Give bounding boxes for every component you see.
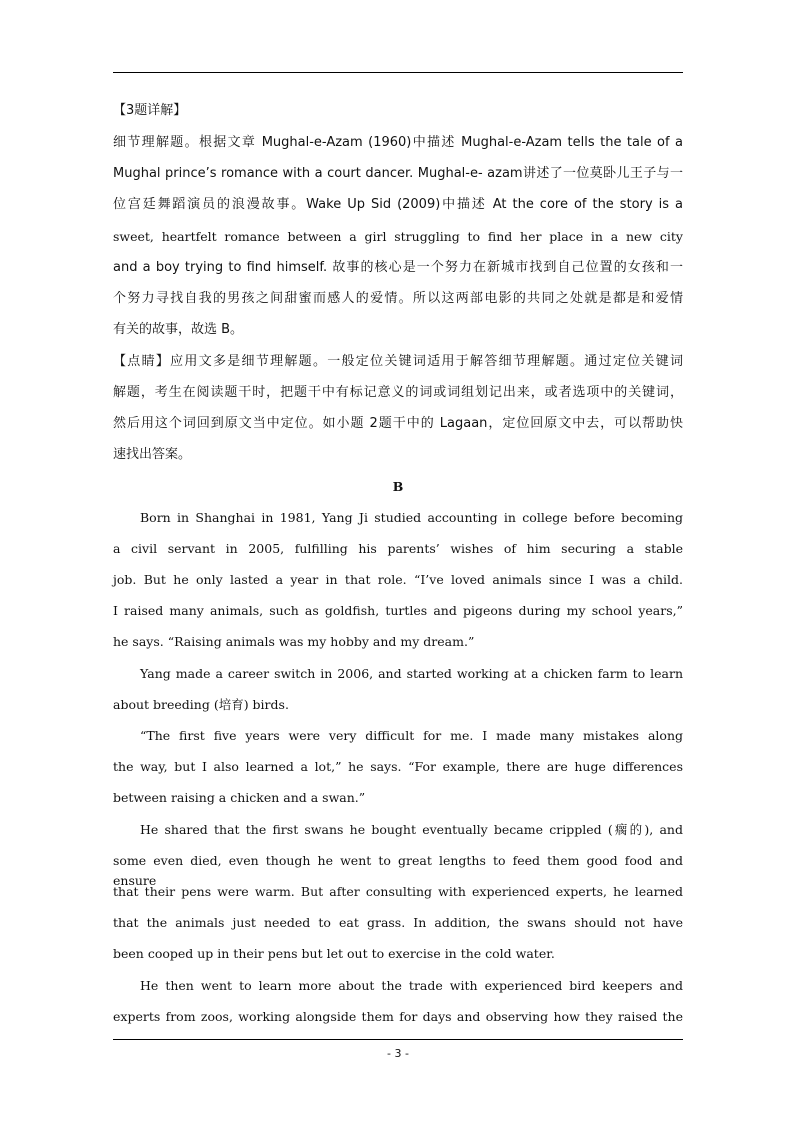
page-number: - 3 -: [387, 1047, 409, 1060]
paragraph-line: 有关的故事，故选 B。: [113, 322, 244, 337]
paragraph-line: 细节理解题。根据文章 Mughal-e-Azam (1960)中描述 Mughal-e-Azam tells the tale of a: [113, 135, 683, 150]
passage-line: about breeding (培育) birds.: [113, 697, 289, 712]
passage-line: between raising a chicken and a swan.”: [113, 790, 366, 805]
passage-line: He shared that the first swans he bought eventually became crippled (瘸的), and: [140, 822, 683, 837]
paragraph-line: and a boy trying to find himself. 故事的核心是一个努力在新城市找到自己位置的女孩和一: [113, 260, 683, 275]
passage-title: B: [392, 479, 404, 494]
passage-line: job. But he only lasted a year in that role. “I’ve loved animals since I was a child.: [113, 572, 683, 587]
tip-line: 【点睛】应用文多是细节理解题。一般定位关键词适用于解答细节理解题。通过定位关键词: [113, 354, 683, 369]
passage-line: been cooped up in their pens but let out to exercise in the cold water.: [113, 946, 555, 961]
paragraph-line: 位宫廷舞蹈演员的浪漫故事。Wake Up Sid (2009)中描述 At the core of the story is a: [113, 197, 683, 212]
tip-line: 速找出答案。: [113, 447, 192, 462]
passage-line: he says. “Raising animals was my hobby and my dream.”: [113, 634, 475, 649]
footer-rule: [113, 1039, 683, 1040]
passage-line: “The first five years were very difficult for me. I made many mistakes along: [140, 728, 683, 743]
passage-line: Yang made a career switch in 2006, and started working at a chicken farm to learn: [140, 666, 683, 681]
header-rule: [113, 72, 683, 73]
passage-line: He then went to learn more about the trade with experienced bird keepers and: [140, 978, 683, 993]
paragraph-line: 个努力寻找自我的男孩之间甜蜜而感人的爱情。所以这两部电影的共同之处就是都是和爱情: [113, 291, 683, 306]
passage-line: a civil servant in 2005, fulfilling his parents’ wishes of him securing a stable: [113, 541, 683, 556]
passage-line: that the animals just needed to eat grass. In addition, the swans should not have: [113, 915, 683, 930]
passage-line: Born in Shanghai in 1981, Yang Ji studied accounting in college before becoming: [140, 510, 683, 525]
passage-line: some even died, even though he went to great lengths to feed them good food and ensure: [113, 853, 683, 888]
section-heading: 【3题详解】: [113, 103, 187, 118]
tip-line: 解题，考生在阅读题干时，把题干中有标记意义的词或词组划记出来，或者选项中的关键词，: [113, 385, 683, 400]
tip-line: 然后用这个词回到原文当中定位。如小题 2题干中的 Lagaan，定位回原文中去，可以帮助快: [113, 416, 683, 431]
paragraph-line: sweet, heartfelt romance between a girl struggling to find her place in a new city: [113, 229, 683, 244]
paragraph-line: Mughal prince’s romance with a court dancer. Mughal-e- azam讲述了一位莫卧儿王子与一: [113, 166, 683, 181]
passage-line: experts from zoos, working alongside them for days and observing how they raised the: [113, 1009, 683, 1024]
passage-line: I raised many animals, such as goldfish, turtles and pigeons during my school years,”: [113, 603, 683, 618]
passage-line: the way, but I also learned a lot,” he says. “For example, there are huge differences: [113, 759, 683, 774]
passage-line: that their pens were warm. But after consulting with experienced experts, he learned: [113, 884, 683, 899]
